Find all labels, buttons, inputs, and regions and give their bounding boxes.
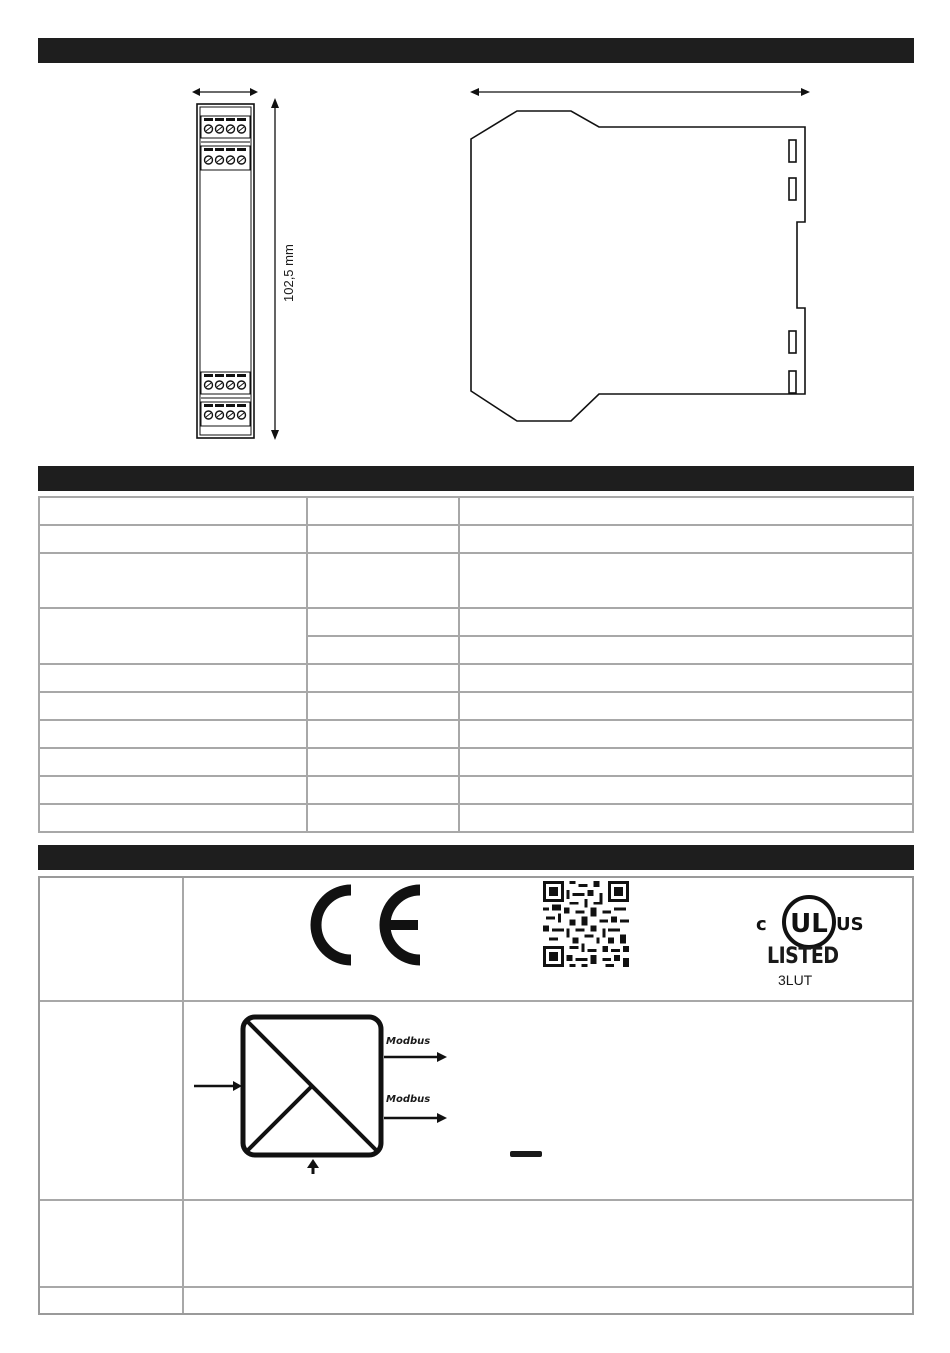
ul-listed-logo	[752, 894, 866, 950]
table-row	[39, 748, 913, 776]
qr-code	[543, 881, 629, 967]
specifications-table	[38, 496, 914, 833]
table-row	[39, 692, 913, 720]
table-divider	[40, 1286, 912, 1288]
table-row	[39, 720, 913, 748]
ul-listed-label: LISTED	[767, 943, 839, 969]
table-divider	[40, 1000, 912, 1002]
table-row	[39, 776, 913, 804]
table-row	[39, 525, 913, 553]
table-row	[39, 608, 913, 636]
ce-mark-logo	[304, 880, 428, 970]
output-1-label: Modbus	[386, 1036, 431, 1047]
ul-file-code: 3LUT	[778, 972, 813, 988]
table-row	[39, 497, 913, 525]
table-divider	[182, 878, 184, 1313]
output-2-label: Modbus	[386, 1094, 431, 1105]
ul-us-text: US	[836, 914, 864, 935]
section-header-certification	[38, 845, 914, 870]
table-row	[39, 804, 913, 832]
ul-mark-text: UL	[790, 909, 828, 939]
table-divider	[40, 1199, 912, 1201]
table-row	[39, 664, 913, 692]
table-row	[39, 553, 913, 608]
height-dimension-label: 102,5 mm	[281, 244, 296, 302]
minus-symbol	[510, 1151, 542, 1157]
section-header-specifications	[38, 466, 914, 491]
ul-c-text: c	[756, 914, 767, 935]
section-header-dimensions	[38, 38, 914, 63]
side-view-drawing	[460, 80, 820, 430]
